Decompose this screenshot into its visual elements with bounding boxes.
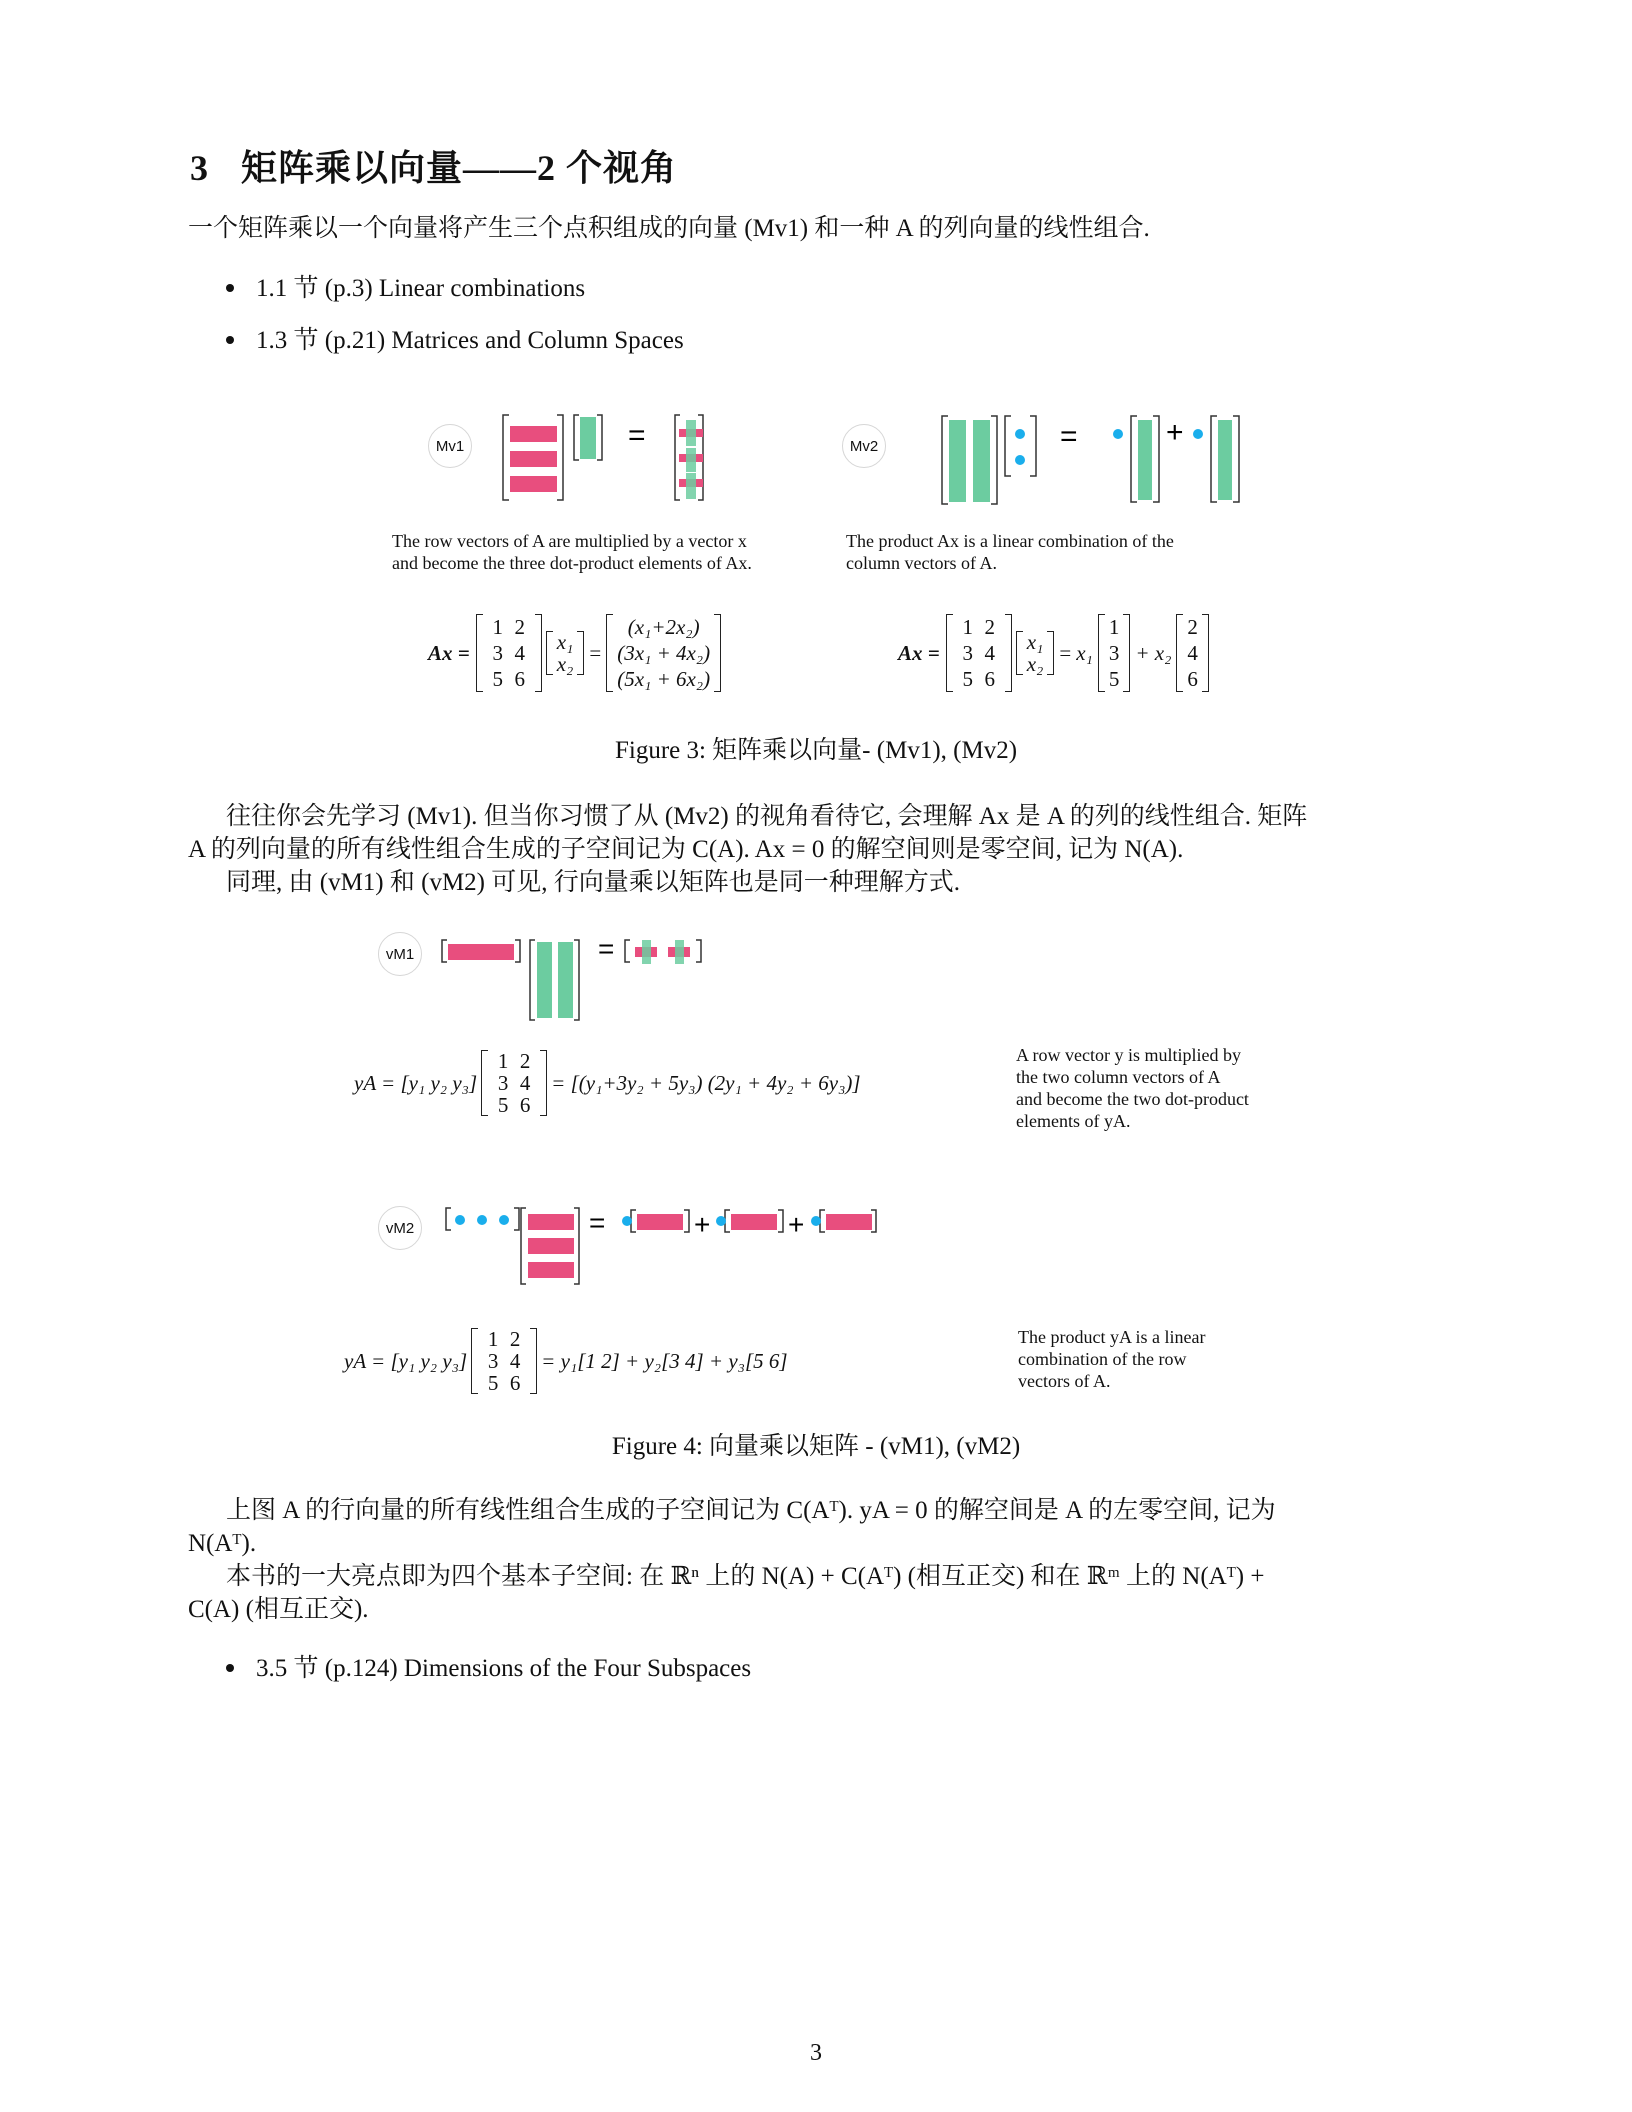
reference-item[interactable]: [226, 320, 684, 356]
plus-sign: +: [694, 1209, 711, 1240]
vm1-badge: vM1: [378, 932, 422, 976]
figure3-caption: Figure 3: 矩阵乘以向量- (Mv1), (Mv2): [614, 737, 1018, 764]
bullet-icon: [226, 284, 234, 292]
plus-sign: +: [1166, 416, 1184, 449]
column-bars: [949, 420, 1232, 502]
vm1-diagram: [440, 933, 720, 1036]
reference-label: 1.3 节 (p.21) Matrices and Column Spaces: [256, 327, 684, 354]
result-vector: (x₁+2x₂) (3x₁ + 4x₂) (5x₁ + 6x₂): [606, 614, 721, 692]
body-paragraph: 往往你会先学习 (Mv1). 但当你习惯了从 (Mv2) 的视角看待它, 会理解 Ax 是 A 的列的线性组合. 矩阵 A 的列向量的所有线性组合生成的子空间记为 C(A). Ax = 0 的解空间则是零空间, 记为 N(A). 同理, 由 (vM1) 和 (vM2) 可见, 行向量乘以矩阵也是同一种理解方式.: [188, 803, 1308, 896]
mv2-badge: Mv2: [842, 424, 886, 468]
mv1-equation: Ax = 1 2 3 4 5 6 x₁ x₂ = (x₁+2x₂) (3x₁ + 4x₂) (5x₁ + 6x₂): [428, 614, 721, 692]
column-1: 1 3 5: [1098, 614, 1131, 692]
mv2-diagram: [940, 412, 1230, 512]
vm2-badge: vM2: [378, 1206, 422, 1250]
section-heading: [190, 140, 677, 191]
section-number: 3: [190, 148, 209, 188]
vm2-diagram: [444, 1206, 894, 1288]
figure4-caption: Figure 4: 向量乘以矩阵 - (vM1), (vM2): [611, 1433, 1021, 1460]
mv2-equation: Ax = 1 2 3 4 5 6 x₁ x₂ = x₁ 1 3 5 + x₂ 2 4 6: [898, 614, 1209, 692]
mv1-badge: Mv1: [428, 424, 472, 468]
equals-sign: =: [628, 419, 646, 452]
vector-x: x₁ x₂: [1016, 631, 1055, 675]
bullet-icon: [226, 1664, 234, 1672]
reference-item[interactable]: [226, 268, 585, 304]
section-title: 矩阵乘以向量——2 个视角: [241, 148, 678, 188]
dot-product-crosses: [635, 940, 690, 964]
matrix-a: 1 2 3 4 5 6: [471, 1328, 537, 1394]
page-number: 3: [810, 2040, 822, 2066]
column-bars: [537, 942, 573, 1018]
column-vector-bar: [580, 417, 596, 459]
vm2-caption: The product yA is a linear combination of the row vectors of A.: [1018, 1327, 1206, 1391]
equals-sign: =: [589, 1207, 606, 1238]
row-vector-bar: [448, 944, 514, 960]
vm1-caption: A row vector y is multiplied by the two column vectors of A and become the two dot-product elements of yA.: [1016, 1045, 1249, 1131]
reference-label: 1.1 节 (p.3) Linear combinations: [256, 275, 586, 302]
matrix-a: 1 2 3 4 5 6: [476, 614, 542, 692]
plus-sign: +: [788, 1209, 805, 1240]
mv2-caption: The product Ax is a linear combination of the column vectors of A.: [846, 531, 1174, 573]
column-2: 2 4 6: [1176, 614, 1209, 692]
reference-item[interactable]: [226, 1648, 751, 1684]
vector-x: x₁ x₂: [546, 631, 585, 675]
body-paragraph: 上图 A 的行向量的所有线性组合生成的子空间记为 C(Aᵀ). yA = 0 的解空间是 A 的左零空间, 记为 N(Aᵀ). 本书的一大亮点即为四个基本子空间: 在 ℝⁿ 上的 N(A) + C(Aᵀ) (相互正交) 和在 ℝᵐ 上的 N(Aᵀ) + C(A) (相互正交).: [188, 1497, 1276, 1623]
dot-product-crosses: [679, 420, 703, 499]
row-vector-bars: [510, 426, 557, 492]
equals-sign: =: [1060, 420, 1078, 453]
vm1-equation: yA = [y₁ y₂ y₃] 1 2 3 4 5 6 = [(y₁+3y₂ + 5y₃) (2y₁ + 4y₂ + 6y₃)]: [354, 1049, 861, 1117]
matrix-a: 1 2 3 4 5 6: [946, 614, 1012, 692]
reference-label: 3.5 节 (p.124) Dimensions of the Four Subspaces: [256, 1655, 752, 1682]
bullet-icon: [226, 336, 234, 344]
mv1-caption: The row vectors of A are multiplied by a vector x and become the three dot-product elements of Ax.: [392, 531, 752, 573]
mv1-diagram: [500, 412, 730, 512]
intro-paragraph: 一个矩阵乘以一个向量将产生三个点积组成的向量 (Mv1) 和一种 A 的列向量的线性组合.: [188, 215, 1150, 242]
vm2-equation: yA = [y₁ y₂ y₃] 1 2 3 4 5 6 = y₁[1 2] + y₂[3 4] + y₃[5 6]: [344, 1327, 788, 1395]
equals-sign: =: [598, 933, 615, 964]
matrix-a: 1 2 3 4 5 6: [481, 1050, 547, 1116]
